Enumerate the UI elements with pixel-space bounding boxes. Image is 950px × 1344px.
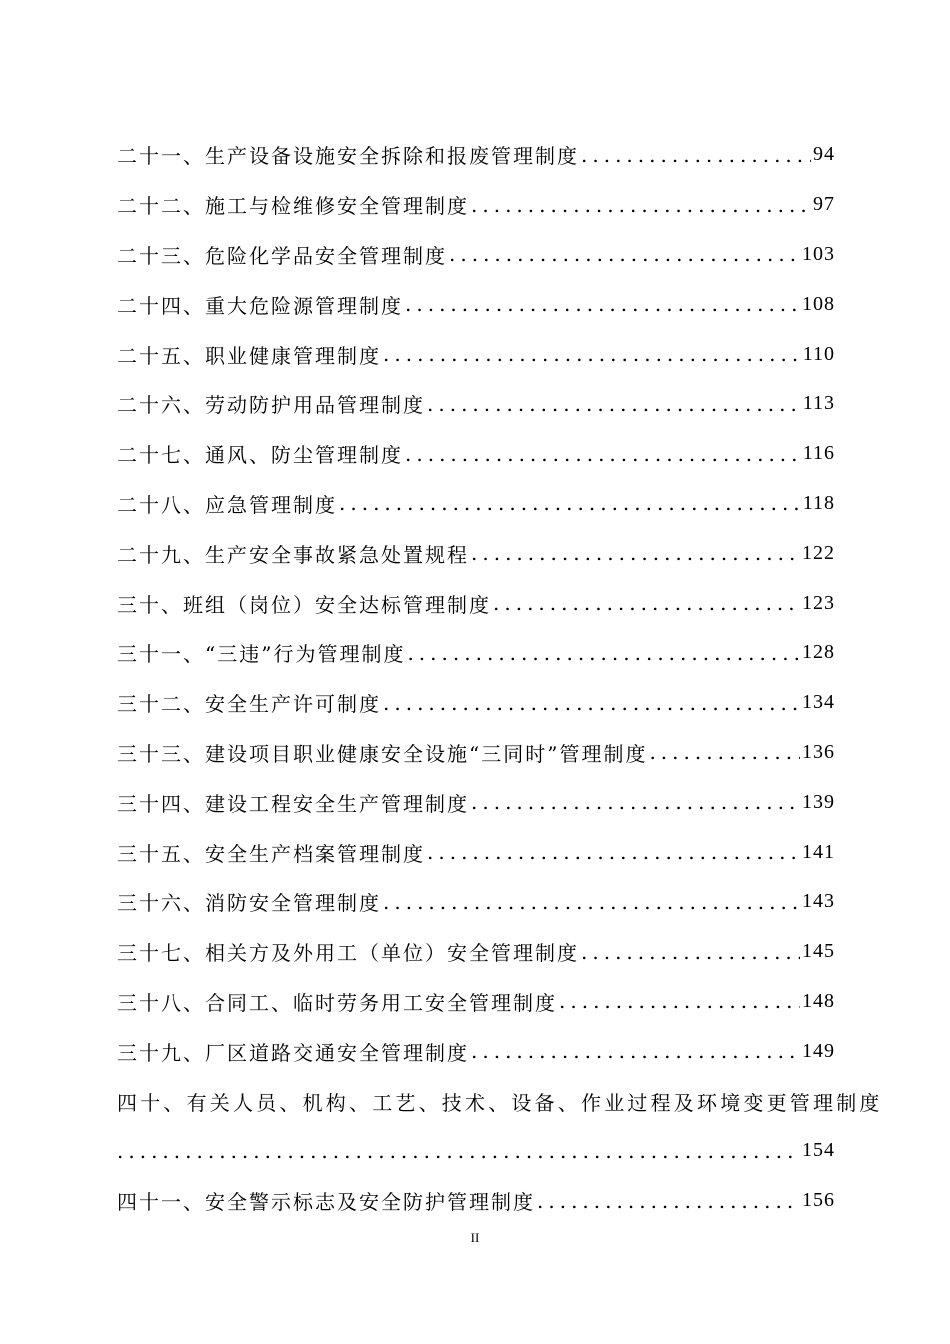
toc-dot-leader	[407, 641, 800, 665]
toc-entry-41[interactable]	[117, 1176, 835, 1226]
toc-entry-40-continuation[interactable]	[117, 1126, 835, 1176]
toc-dot-leader	[649, 740, 800, 764]
toc-entry-title: 二十三、危险化学品安全管理制度	[117, 243, 447, 268]
toc-entry-page: 148	[802, 989, 835, 1012]
toc-entry-page: 97	[813, 193, 835, 216]
toc-entry-35[interactable]	[117, 827, 835, 877]
toc-entry-page: 108	[802, 292, 835, 315]
toc-entry-page: 103	[802, 242, 835, 265]
toc-dot-leader	[581, 940, 800, 964]
toc-dot-leader	[117, 1139, 800, 1163]
toc-dot-leader	[559, 989, 800, 1013]
toc-dot-leader	[537, 1189, 800, 1213]
toc-entry-page: 110	[802, 342, 835, 365]
toc-entry-title: 二十九、生产安全事故紧急处置规程	[117, 542, 469, 567]
toc-entry-23[interactable]	[117, 230, 835, 280]
toc-dot-leader	[427, 392, 801, 416]
toc-entry-title: 四十、有关人员、机构、工艺、技术、设备、作业过程及环境变更管理制度	[117, 1090, 883, 1115]
toc-entry-page: 145	[802, 940, 835, 963]
toc-entry-39[interactable]	[117, 1026, 835, 1076]
toc-entry-title: 三十六、消防安全管理制度	[117, 891, 381, 916]
toc-entry-title: 三十八、合同工、临时劳务用工安全管理制度	[117, 990, 557, 1015]
toc-entry-title: 二十一、生产设备设施安全拆除和报废管理制度	[117, 144, 579, 169]
toc-entry-title: 四十一、安全警示标志及安全防护管理制度	[117, 1190, 535, 1215]
toc-entry-25[interactable]	[117, 329, 835, 379]
toc-entry-page: 128	[802, 641, 835, 664]
toc-dot-leader	[493, 591, 800, 615]
toc-entry-40[interactable]	[117, 1076, 883, 1126]
toc-entry-title: 三十、班组（岗位）安全达标管理制度	[117, 592, 491, 617]
toc-dot-leader	[383, 890, 800, 914]
toc-entry-title: 二十八、应急管理制度	[117, 492, 337, 517]
toc-entry-21[interactable]	[117, 130, 835, 180]
toc-entry-31[interactable]	[117, 628, 835, 678]
toc-dot-leader	[405, 442, 801, 466]
toc-entry-34[interactable]	[117, 777, 835, 827]
toc-entry-37[interactable]	[117, 927, 835, 977]
toc-entry-page: 156	[802, 1189, 835, 1212]
toc-entry-33[interactable]	[117, 728, 835, 778]
toc-entry-38[interactable]	[117, 977, 835, 1027]
toc-entry-page: 122	[802, 541, 835, 564]
toc-dot-leader	[449, 242, 800, 266]
toc-dot-leader	[471, 193, 811, 217]
toc-dot-leader	[471, 1039, 800, 1063]
toc-entry-page: 134	[802, 691, 835, 714]
toc-entry-title: 三十三、建设项目职业健康安全设施“三同时”管理制度	[117, 741, 648, 766]
page-number-footer: II	[470, 1230, 480, 1245]
toc-entry-page: 116	[802, 442, 835, 465]
toc-dot-leader	[471, 790, 800, 814]
toc-entry-page: 123	[802, 591, 835, 614]
toc-dot-leader	[383, 691, 800, 715]
toc-entry-title: 二十六、劳动防护用品管理制度	[117, 393, 425, 418]
toc-entry-page: 118	[802, 491, 835, 514]
toc-entry-page: 94	[813, 143, 835, 166]
toc-entry-page: 113	[802, 392, 835, 415]
toc-entry-title: 三十七、相关方及外用工（单位）安全管理制度	[117, 941, 579, 966]
toc-entry-27[interactable]	[117, 429, 835, 479]
toc-entry-title: 三十四、建设工程安全生产管理制度	[117, 791, 469, 816]
toc-entry-page: 149	[802, 1039, 835, 1062]
toc-entry-24[interactable]	[117, 279, 835, 329]
toc-entry-title: 二十五、职业健康管理制度	[117, 343, 381, 368]
toc-dot-leader	[471, 541, 800, 565]
toc-entry-36[interactable]	[117, 877, 835, 927]
toc-entry-title: 三十二、安全生产许可制度	[117, 692, 381, 717]
toc-entry-title: 三十五、安全生产档案管理制度	[117, 841, 425, 866]
toc-entry-title: 二十二、施工与检维修安全管理制度	[117, 194, 469, 219]
toc-entry-28[interactable]	[117, 479, 835, 529]
toc-dot-leader	[581, 143, 811, 167]
toc-entry-title: 二十四、重大危险源管理制度	[117, 293, 403, 318]
toc-entry-page: 139	[802, 790, 835, 813]
toc-entry-32[interactable]	[117, 678, 835, 728]
toc-dot-leader	[427, 840, 800, 864]
toc-entry-title: 三十一、“三违”行为管理制度	[117, 642, 406, 667]
toc-entry-page: 136	[802, 740, 835, 763]
table-of-contents	[117, 130, 883, 1226]
toc-entry-30[interactable]	[117, 578, 835, 628]
toc-entry-title: 三十九、厂区道路交通安全管理制度	[117, 1040, 469, 1065]
toc-entry-title: 二十七、通风、防尘管理制度	[117, 443, 403, 468]
toc-entry-29[interactable]	[117, 528, 835, 578]
toc-entry-26[interactable]	[117, 379, 835, 429]
toc-entry-page: 143	[802, 890, 835, 913]
toc-entry-page: 141	[802, 840, 835, 863]
toc-dot-leader	[383, 342, 801, 366]
toc-dot-leader	[405, 292, 800, 316]
toc-entry-22[interactable]	[117, 180, 835, 230]
toc-entry-page: 154	[802, 1139, 835, 1162]
toc-dot-leader	[339, 491, 801, 515]
